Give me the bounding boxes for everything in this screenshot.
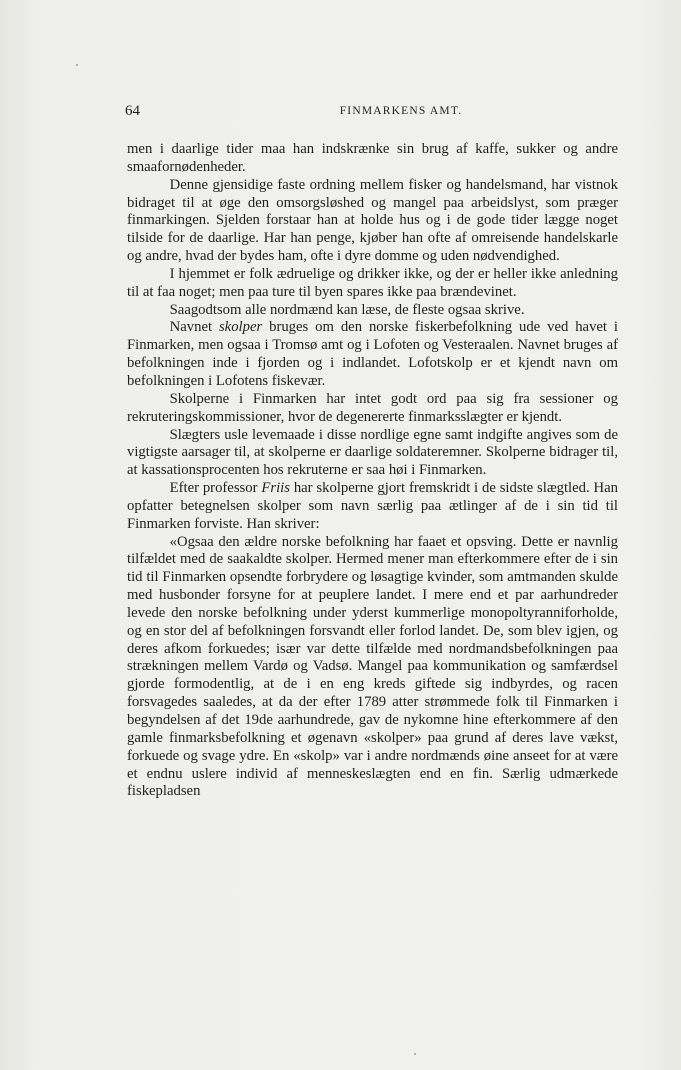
paragraph-text: Navnet xyxy=(169,319,219,336)
paragraph-1 xyxy=(127,141,618,177)
body-text xyxy=(127,141,618,801)
paragraph-text: Denne gjensidige faste ordning mellem fisker og handelsmand, har vistnok bidraget til at øge den omsorgsløshed og mangel paa arbeidslyst, som præger finmarkingen. Sjelden forstaar han at holde hus og i de gode tider lægge noget tilside for de daarlige. Har han penge, kjøber han ofte af omreisende handelskarle og andre, hvad der bydes ham, ofte i dyre domme og uden nødvendighed. xyxy=(127,176,618,265)
paper-speck xyxy=(414,1053,416,1055)
paragraph-text: bruges om den norske fiskerbefolkning ude ved havet i Finmarken, men ogsaa i Tromsø amt og i Lofoten og Vesteraalen. Navnet bruges af befolkningen inde i fjorden og i indlandet. Lofotskolp er et kjendt navn om befolkningen i Lofotens fiskevær. xyxy=(127,319,618,389)
paper-speck xyxy=(76,64,78,66)
paragraph-text: Slægters usle levemaade i disse nordlige egne samt indgifte angives som de vigtigste aarsager til, at skolperne er daarlige soldateremner. Skolperne bidrager til, at kassationsprocenten hos rekruterne er saa høi i Finmarken. xyxy=(127,426,618,479)
paragraph-2 xyxy=(127,177,618,266)
paragraph-8 xyxy=(127,480,618,534)
paragraph-4 xyxy=(127,302,618,320)
paragraph-9-quote xyxy=(127,534,618,802)
paragraph-text: Saagodtsom alle nordmænd kan læse, de fleste ogsaa skrive. xyxy=(169,301,525,318)
running-title: FINMARKENS AMT. xyxy=(339,105,463,117)
paragraph-5 xyxy=(127,319,618,390)
page-number: 64 xyxy=(125,103,140,119)
paragraph-text: har skolperne gjort fremskridt i de sidste slægtled. Han opfatter betegnelsen skolper som navn særlig paa ætlinger af de i sin tid til Finmarken forviste. Han skriver: xyxy=(127,480,619,532)
page-header xyxy=(125,103,617,123)
paragraph-text: «Ogsaa den ældre norske befolkning har faaet et opsving. Dette er navnlig tilfældet med de saakaldte skolper. Hermed mener man efterkommere efter de i sin tid til Finmarken opsendte forbrydere og løsagtige kvinder, som amtmanden skulde med husbonder forsyne for at peuplere landet. I mere end et par aarhundreder levede den norske befolkning under yderst kummerlige monopoltyranniforholde, og en stor del af befolkningen forsvandt eller forlod landet. De, som blev igjen, og deres afkom forkuedes; især var dette tilfælde med nordmandsbefolkningen paa strækningen mellem Vardø og Vadsø. Mangel paa kommunikation og samfærdsel gjorde formodentlig, at de i en eng kreds giftede sig indbyrdes, og racen forsvagedes saaledes, at da der efter 1789 atter strømmede folk til Finmarken i begyndelsen af det 19de aarhundrede, gav de nykomne hine efterkommere af den gamle finmarksbefolkning et øgenavn «skolper» paa grund af deres lave vækst, forkuede og svage ydre. En «skolp» var i andre nordmænds øine anseet for at være et endnu uslere individ af menneskeslægten end en fin. Særlig udmærkede fiskepladsen xyxy=(127,533,618,800)
paragraph-text: men i daarlige tider maa han indskrænke sin brug af kaffe, sukker og andre smaafornødenheder. xyxy=(127,141,618,175)
paragraph-text: I hjemmet er folk ædruelige og drikker ikke, og der er heller ikke anledning til at faa noget; men paa ture til byen spares ikke paa brændevinet. xyxy=(127,265,618,300)
italic-term: skolper xyxy=(218,319,263,336)
italic-name: Friis xyxy=(261,480,290,497)
paragraph-3 xyxy=(127,266,618,302)
paragraph-text: Skolperne i Finmarken har intet godt ord paa sig fra sessioner og rekruteringskommissioner, hvor de degenererte finmarksslægter er kjendt. xyxy=(127,390,618,425)
paragraph-text: Efter professor xyxy=(169,480,262,497)
paragraph-7 xyxy=(127,427,618,481)
paragraph-6 xyxy=(127,391,618,427)
